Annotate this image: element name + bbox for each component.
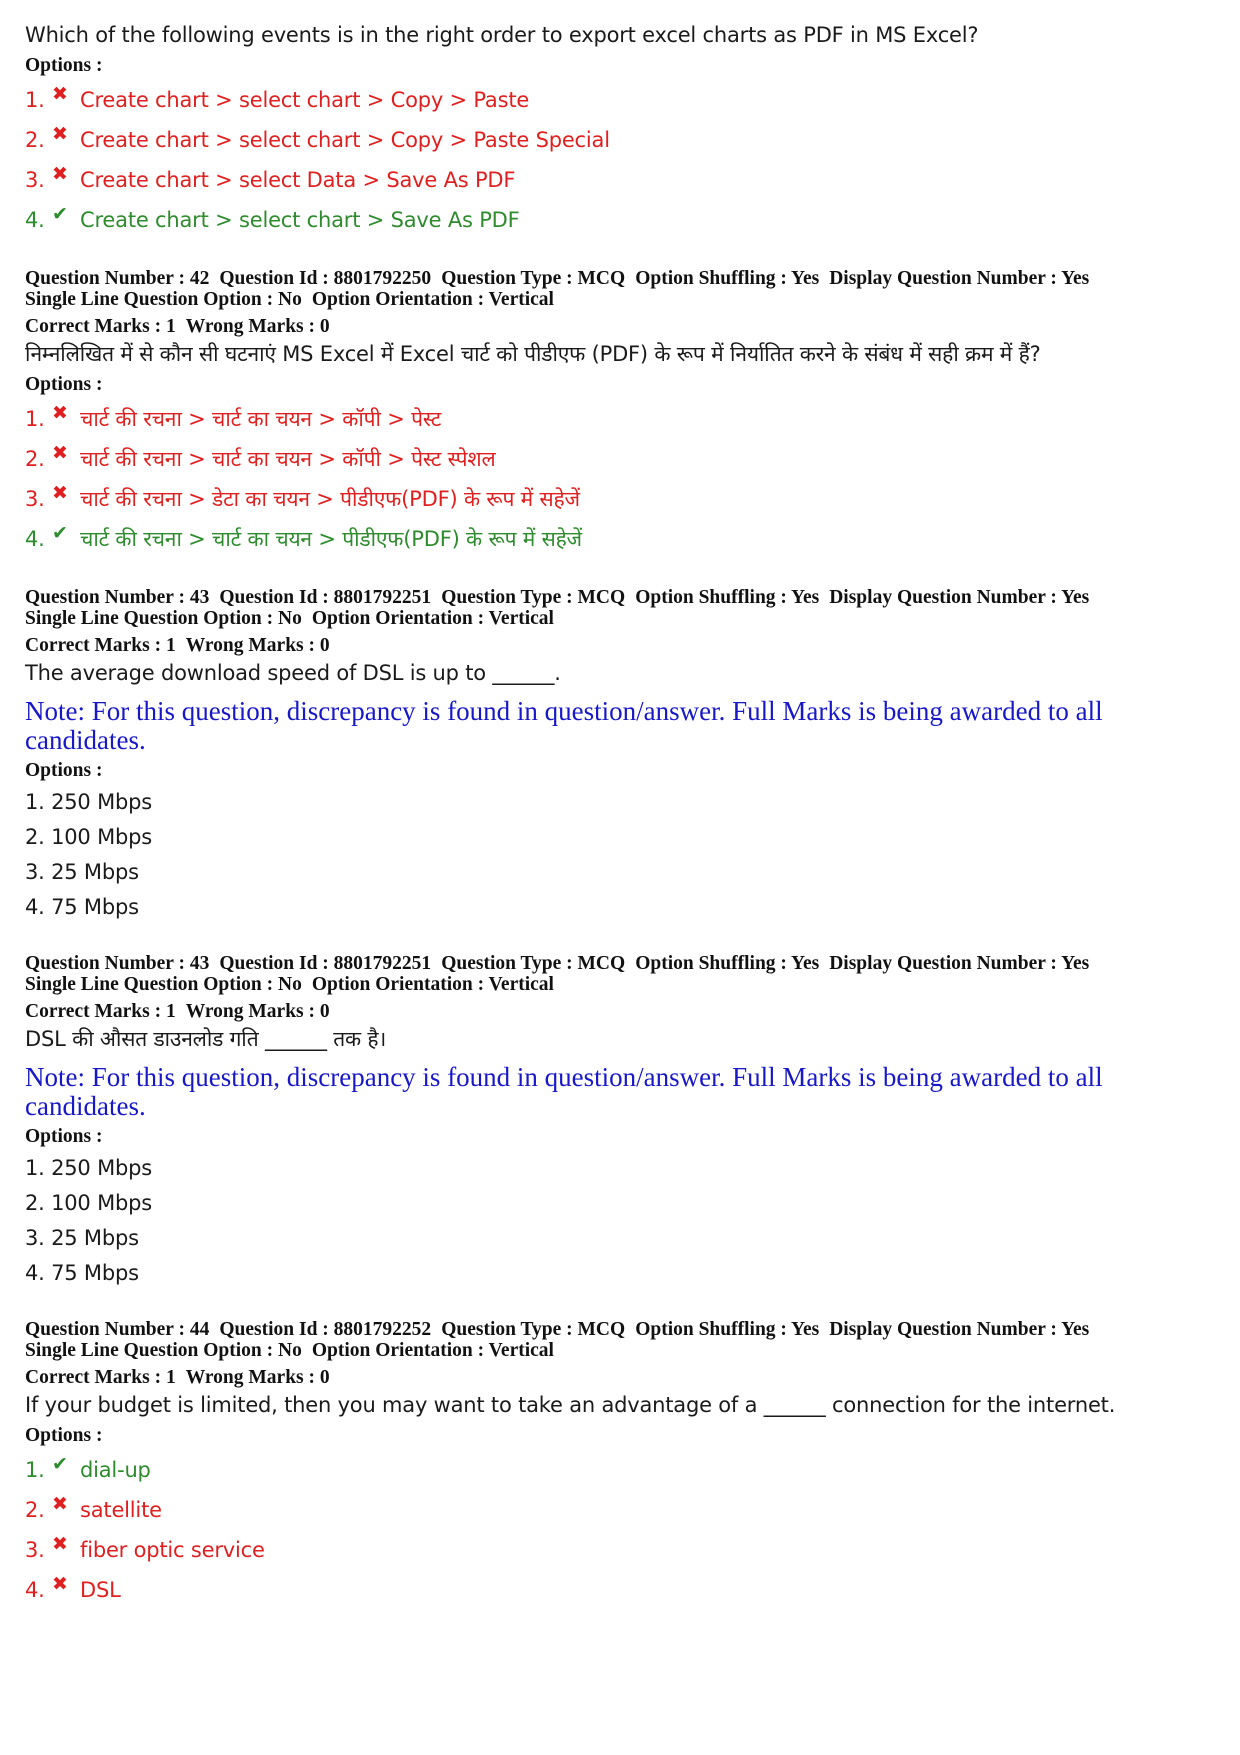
option-text: DSL [80, 1578, 121, 1602]
correct-marks: Correct Marks : 1 [25, 1001, 176, 1022]
question-text: The average download speed of DSL is up to ______. [25, 661, 561, 685]
question-meta-line-1 [25, 587, 1220, 608]
question-id: Question Id : 8801792250 [219, 268, 432, 289]
question-meta-line-2 [25, 974, 1220, 995]
option-text: चार्ट की रचना > डेटा का चयन > पीडीएफ(PDF) के रूप में सहेजें [80, 487, 580, 511]
wrong-marks: Wrong Marks : 0 [185, 1367, 330, 1388]
question-text: If your budget is limited, then you may want to take an advantage of a ______ connection for the internet. [25, 1393, 1116, 1417]
single-line-option: Single Line Question Option : No [25, 1340, 302, 1361]
question-type: Question Type : MCQ [441, 1319, 626, 1340]
display-question-number: Display Question Number : Yes [829, 1319, 1090, 1340]
question-number: Question Number : 43 [25, 953, 210, 974]
option-shuffling: Option Shuffling : Yes [635, 1319, 820, 1340]
question-meta-line-1 [25, 953, 1220, 974]
option-text: चार्ट की रचना > चार्ट का चयन > कॉपी > पेस्ट स्पेशल [80, 447, 496, 471]
option-item: 2. 100 Mbps [25, 1191, 152, 1215]
check-icon: ✔ [52, 203, 68, 225]
option-item [25, 1530, 1220, 1570]
wrong-marks: Wrong Marks : 0 [185, 316, 330, 337]
question-number: Question Number : 44 [25, 1319, 210, 1340]
options-label: Options : [25, 1126, 103, 1147]
question-block [25, 18, 1220, 240]
option-item [25, 439, 1220, 479]
question-meta-line-1 [25, 268, 1220, 289]
option-item: 1. 250 Mbps [25, 1156, 152, 1180]
question-meta-line-1 [25, 1319, 1220, 1340]
option-item [25, 80, 1220, 120]
option-number: 2. [25, 1498, 45, 1522]
option-orientation: Option Orientation : Vertical [311, 608, 554, 629]
question-text: निम्नलिखित में से कौन सी घटनाएं MS Excel में Excel चार्ट को पीडीएफ (PDF) के रूप में निर्यातित करने के संबंध में सही क्रम में हैं? [25, 342, 1041, 366]
question-number: Question Number : 42 [25, 268, 210, 289]
option-item [25, 519, 1220, 559]
option-number: 3. [25, 487, 45, 511]
single-line-option: Single Line Question Option : No [25, 289, 302, 310]
option-text: satellite [80, 1498, 162, 1522]
wrong-marks: Wrong Marks : 0 [185, 1001, 330, 1022]
marks-line [25, 316, 1220, 337]
question-meta-line-2 [25, 1340, 1220, 1361]
option-text: चार्ट की रचना > चार्ट का चयन > पीडीएफ(PDF) के रूप में सहेजें [80, 527, 582, 551]
cross-icon: ✖ [52, 163, 68, 185]
option-text: fiber optic service [80, 1538, 265, 1562]
option-shuffling: Option Shuffling : Yes [635, 587, 820, 608]
question-paper [25, 18, 1220, 1610]
option-orientation: Option Orientation : Vertical [311, 1340, 554, 1361]
display-question-number: Display Question Number : Yes [829, 587, 1090, 608]
question-type: Question Type : MCQ [441, 953, 626, 974]
cross-icon: ✖ [52, 482, 68, 504]
option-item: 3. 25 Mbps [25, 860, 139, 884]
options-label: Options : [25, 760, 103, 781]
question-block [25, 268, 1220, 559]
option-number: 3. [25, 168, 45, 192]
option-item: 4. 75 Mbps [25, 1261, 139, 1285]
option-number: 3. [25, 1538, 45, 1562]
option-item [25, 120, 1220, 160]
marks-line [25, 1367, 1220, 1388]
option-item [25, 200, 1220, 240]
option-text: dial-up [80, 1458, 151, 1482]
option-item: 3. 25 Mbps [25, 1226, 139, 1250]
option-text: Create chart > select chart > Copy > Paste [80, 88, 530, 112]
display-question-number: Display Question Number : Yes [829, 268, 1090, 289]
options-label: Options : [25, 1425, 103, 1446]
question-block [25, 587, 1220, 925]
wrong-marks: Wrong Marks : 0 [185, 635, 330, 656]
question-text: DSL की औसत डाउनलोड गति ______ तक है। [25, 1027, 387, 1051]
option-orientation: Option Orientation : Vertical [311, 974, 554, 995]
cross-icon: ✖ [52, 442, 68, 464]
question-block [25, 953, 1220, 1291]
option-item: 2. 100 Mbps [25, 825, 152, 849]
option-number: 4. [25, 527, 45, 551]
question-id: Question Id : 8801792252 [219, 1319, 432, 1340]
discrepancy-note: Note: For this question, discrepancy is found in question/answer. Full Marks is being awarded to all candidates. [25, 696, 1103, 755]
option-item [25, 399, 1220, 439]
option-text: Create chart > select chart > Copy > Paste Special [80, 128, 610, 152]
check-icon: ✔ [52, 1453, 68, 1475]
option-shuffling: Option Shuffling : Yes [635, 953, 820, 974]
option-text: Create chart > select Data > Save As PDF [80, 168, 516, 192]
question-meta-line-2 [25, 608, 1220, 629]
question-type: Question Type : MCQ [441, 268, 626, 289]
question-block [25, 1319, 1220, 1610]
marks-line [25, 635, 1220, 656]
option-number: 1. [25, 1458, 45, 1482]
option-item [25, 479, 1220, 519]
option-number: 1. [25, 88, 45, 112]
option-number: 1. [25, 407, 45, 431]
option-item: 1. 250 Mbps [25, 790, 152, 814]
single-line-option: Single Line Question Option : No [25, 974, 302, 995]
cross-icon: ✖ [52, 83, 68, 105]
option-item [25, 1450, 1220, 1490]
option-number: 2. [25, 447, 45, 471]
correct-marks: Correct Marks : 1 [25, 1367, 176, 1388]
option-item [25, 1490, 1220, 1530]
option-number: 4. [25, 208, 45, 232]
option-shuffling: Option Shuffling : Yes [635, 268, 820, 289]
question-id: Question Id : 8801792251 [219, 953, 432, 974]
option-text: Create chart > select chart > Save As PDF [80, 208, 520, 232]
single-line-option: Single Line Question Option : No [25, 608, 302, 629]
option-number: 4. [25, 1578, 45, 1602]
cross-icon: ✖ [52, 1533, 68, 1555]
question-text: Which of the following events is in the right order to export excel charts as PDF in MS Excel? [25, 23, 979, 47]
question-meta-line-2 [25, 289, 1220, 310]
cross-icon: ✖ [52, 402, 68, 424]
marks-line [25, 1001, 1220, 1022]
cross-icon: ✖ [52, 1493, 68, 1515]
option-text: चार्ट की रचना > चार्ट का चयन > कॉपी > पेस्ट [80, 407, 442, 431]
option-orientation: Option Orientation : Vertical [311, 289, 554, 310]
option-item [25, 160, 1220, 200]
display-question-number: Display Question Number : Yes [829, 953, 1090, 974]
cross-icon: ✖ [52, 1573, 68, 1595]
correct-marks: Correct Marks : 1 [25, 316, 176, 337]
correct-marks: Correct Marks : 1 [25, 635, 176, 656]
options-label: Options : [25, 374, 103, 395]
check-icon: ✔ [52, 522, 68, 544]
option-item: 4. 75 Mbps [25, 895, 139, 919]
question-number: Question Number : 43 [25, 587, 210, 608]
question-id: Question Id : 8801792251 [219, 587, 432, 608]
option-number: 2. [25, 128, 45, 152]
option-item [25, 1570, 1220, 1610]
discrepancy-note: Note: For this question, discrepancy is found in question/answer. Full Marks is being awarded to all candidates. [25, 1062, 1103, 1121]
cross-icon: ✖ [52, 123, 68, 145]
options-label: Options : [25, 55, 103, 76]
question-type: Question Type : MCQ [441, 587, 626, 608]
